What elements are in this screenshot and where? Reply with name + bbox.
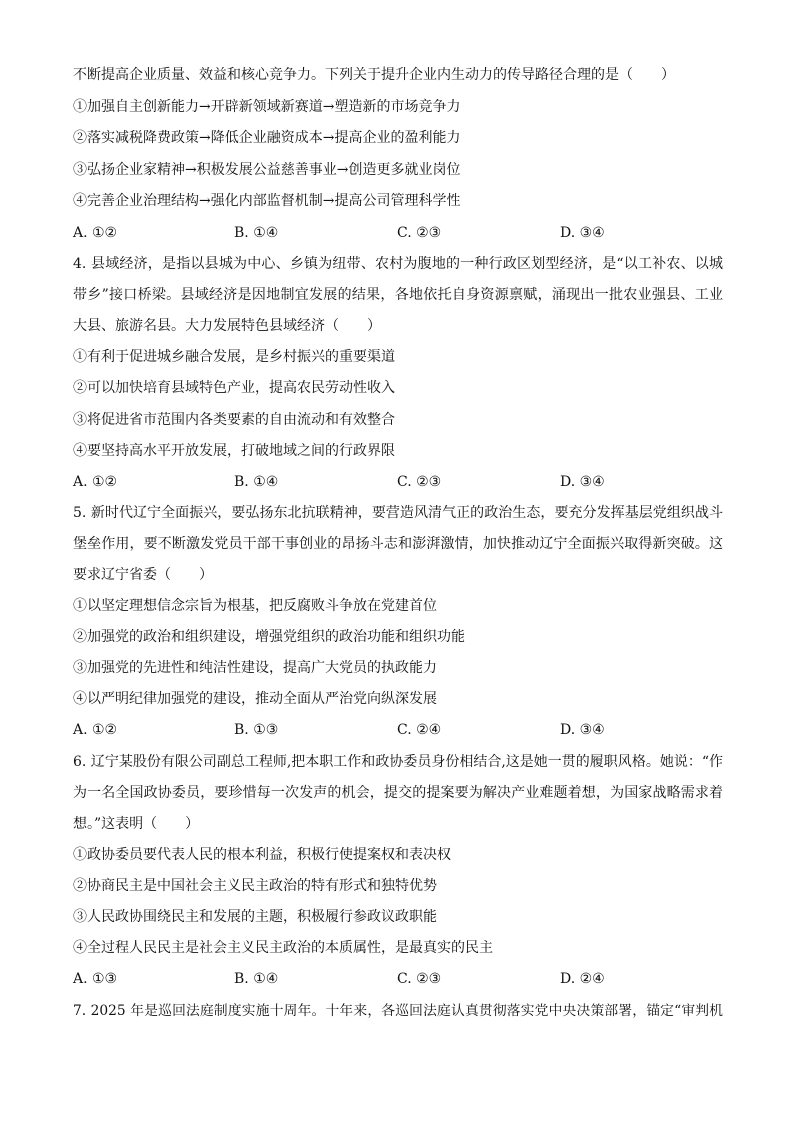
q3-option-d: D. ③④ xyxy=(560,225,605,241)
q5-stem-line-3: 要求辽宁省委（ ） xyxy=(73,567,213,583)
q3-stem: 不断提高企业质量、效益和核心竞争力。下列关于提升企业内生动力的传导路径合理的是（ ） xyxy=(73,67,675,83)
q4-option-c: C. ②③ xyxy=(397,474,442,490)
q5-stem-line-1: 5. 新时代辽宁全面振兴，要弘扬东北抗联精神，要营造风清气正的政治生态，要充分发挥基层党组织战斗 xyxy=(73,505,723,521)
q4-options xyxy=(73,472,723,492)
q6-statement-3: ③人民政协围绕民主和发展的主题，积极履行参政议政职能 xyxy=(73,909,437,925)
q5-statement-3: ③加强党的先进性和纯洁性建设，提高广大党员的执政能力 xyxy=(73,660,437,676)
q4-option-d: D. ③④ xyxy=(560,474,605,490)
q6-stem-line-2: 为一名全国政协委员，要珍惜每一次发声的机会，提交的提案要为解决产业难题着想，为国家战略需求着 xyxy=(73,785,723,801)
q3-option-b: B. ①④ xyxy=(234,225,279,241)
q4-stem-line-3: 大县、旅游名县。大力发展特色县域经济（ ） xyxy=(73,318,381,334)
q6-statement-2: ②协商民主是中国社会主义民主政治的特有形式和独特优势 xyxy=(73,878,437,894)
q6-option-d: D. ②④ xyxy=(560,971,605,987)
q5-option-b: B. ①③ xyxy=(234,722,279,738)
q5-statement-4: ④以严明纪律加强党的建设，推动全面从严治党向纵深发展 xyxy=(73,691,437,707)
q4-statement-4: ④要坚持高水平开放发展，打破地域之间的行政界限 xyxy=(73,443,395,459)
q6-option-a: A. ①③ xyxy=(73,971,118,987)
q3-statement-3: ③弘扬企业家精神→积极发展公益慈善事业→创造更多就业岗位 xyxy=(73,162,461,178)
q6-statement-4: ④全过程人民民主是社会主义民主政治的本质属性，是最真实的民主 xyxy=(73,940,493,956)
q3-statement-4: ④完善企业治理结构→强化内部监督机制→提高公司管理科学性 xyxy=(73,193,461,209)
q3-options xyxy=(73,223,723,243)
q6-option-b: B. ①④ xyxy=(234,971,279,987)
q5-stem-line-2: 堡垒作用，要不断激发党员干部干事创业的昂扬斗志和澎湃激情，加快推动辽宁全面振兴取得新突破。这 xyxy=(73,536,723,552)
q6-option-c: C. ②③ xyxy=(397,971,442,987)
q4-statement-3: ③将促进省市范围内各类要素的自由流动和有效整合 xyxy=(73,412,395,428)
q4-stem-line-2: 带乡”接口桥梁。县域经济是因地制宜发展的结果，各地依托自身资源禀赋，涌现出一批农业强县、工业 xyxy=(73,287,723,303)
q5-statement-1: ①以坚定理想信念宗旨为根基，把反腐败斗争放在党建首位 xyxy=(73,598,437,614)
q5-option-a: A. ①② xyxy=(73,722,118,738)
q4-stem-line-1: 4. 县域经济，是指以县城为中心、乡镇为纽带、农村为腹地的一种行政区划型经济，是“以工补农、以城 xyxy=(73,256,723,272)
q5-statement-2: ②加强党的政治和组织建设，增强党组织的政治功能和组织功能 xyxy=(73,629,465,645)
q4-option-b: B. ①④ xyxy=(234,474,279,490)
q6-statement-1: ①政协委员要代表人民的根本利益，积极行使提案权和表决权 xyxy=(73,847,451,863)
q4-statement-1: ①有利于促进城乡融合发展，是乡村振兴的重要渠道 xyxy=(73,349,395,365)
q5-options xyxy=(73,720,723,740)
q5-option-c: C. ②④ xyxy=(397,722,442,738)
q3-statement-2: ②落实减税降费政策→降低企业融资成本→提高企业的盈利能力 xyxy=(73,130,461,146)
q3-option-a: A. ①② xyxy=(73,225,118,241)
q7-stem-line-1: 7. 2025 年是巡回法庭制度实施十周年。十年来，各巡回法庭认真贯彻落实党中央决策部署，锚定“审判机 xyxy=(73,1003,723,1019)
q3-option-c: C. ②③ xyxy=(397,225,442,241)
q6-stem-line-3: 想。”这表明（ ） xyxy=(73,816,200,832)
q5-option-d: D. ③④ xyxy=(560,722,605,738)
q3-statement-1: ①加强自主创新能力→开辟新领域新赛道→塑造新的市场竞争力 xyxy=(73,99,461,115)
q6-options xyxy=(73,969,723,989)
q4-option-a: A. ①② xyxy=(73,474,118,490)
q4-statement-2: ②可以加快培育县域特色产业，提高农民劳动性收入 xyxy=(73,380,395,396)
q6-stem-line-1: 6. 辽宁某股份有限公司副总工程师,把本职工作和政协委员身份相结合,这是她一贯的履职风格。她说：“作 xyxy=(73,754,723,770)
